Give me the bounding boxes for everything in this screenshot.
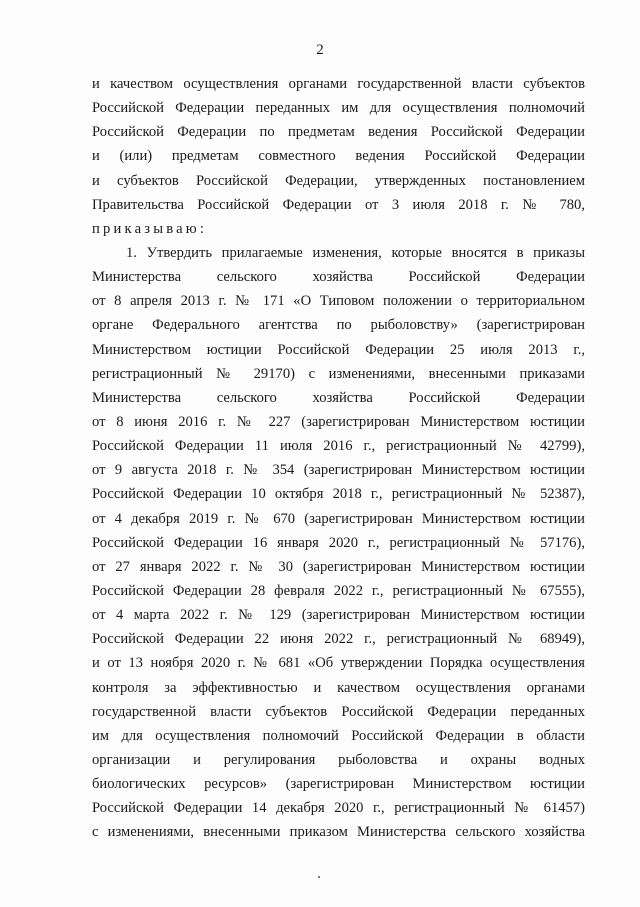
text-line: от 9 августа 2018 г. № 354 (зарегистрирован Министерством юстиции [92,462,585,479]
text-line: от 4 декабря 2019 г. № 670 (зарегистрирован Министерством юстиции [92,510,585,527]
text-line: Российской Федерации по предметам ведения Российской Федерации [92,124,585,141]
text-line: им для осуществления полномочий Российской Федерации в области [92,727,585,744]
text-line: Министерства сельского хозяйства Российской Федерации [92,389,585,406]
text-line: с изменениями, внесенными приказом Министерства сельского хозяйства [92,824,585,841]
text-line: Министерством юстиции Российской Федерации 25 июля 2013 г., [92,341,585,358]
text-line: Российской Федерации 14 декабря 2020 г., регистрационный № 61457) [92,800,585,817]
text-line: и (или) предметам совместного ведения Российской Федерации [92,148,585,165]
text-line: Российской Федерации 11 июля 2016 г., регистрационный № 42799), [92,438,585,455]
text-line: Российской Федерации 22 июня 2022 г., регистрационный № 68949), [92,631,585,648]
text-line: организации и регулирования рыболовства и охраны водных [92,751,585,768]
scan-speck [318,876,320,878]
text-line: государственной власти субъектов Российской Федерации переданных [92,703,585,720]
text-line: Российской Федерации 10 октября 2018 г., регистрационный № 52387), [92,486,585,503]
text-line: от 27 января 2022 г. № 30 (зарегистрирован Министерством юстиции [92,558,585,575]
text-line: биологических ресурсов» (зарегистрирован Министерством юстиции [92,776,585,793]
text-line: регистрационный № 29170) с изменениями, внесенными приказами [92,365,585,382]
text-line: Российской Федерации 16 января 2020 г., регистрационный № 57176), [92,534,585,551]
text-line: Правительства Российской Федерации от 3 июля 2018 г. № 780, [92,196,585,213]
text-line: и от 13 ноября 2020 г. № 681 «Об утверждении Порядка осуществления [92,655,585,672]
page-number: 2 [316,42,324,58]
text-line: от 8 июня 2016 г. № 227 (зарегистрирован Министерством юстиции [92,413,585,430]
text-line: и субъектов Российской Федерации, утвержденных постановлением [92,172,585,189]
text-line: от 8 апреля 2013 г. № 171 «О Типовом положении о территориальном [92,293,585,310]
text-line: и качеством осуществления органами государственной власти субъектов [92,76,585,92]
order-keyword: приказываю: [92,220,208,237]
text-line: от 4 марта 2022 г. № 129 (зарегистрирован Министерством юстиции [92,607,585,624]
text-line: Российской Федерации переданных им для осуществления полномочий [92,100,585,117]
text-line: контроля за эффективностью и качеством осуществления органами [92,679,585,696]
body-text [92,72,585,845]
text-line: органе Федерального агентства по рыболовству» (зарегистрирован [92,317,585,334]
paragraph-start: 1. Утвердить прилагаемые изменения, которые вносятся в приказы [126,244,585,261]
text-line: Министерства сельского хозяйства Российской Федерации [92,269,585,286]
text-line: Российской Федерации 28 февраля 2022 г., регистрационный № 67555), [92,582,585,599]
